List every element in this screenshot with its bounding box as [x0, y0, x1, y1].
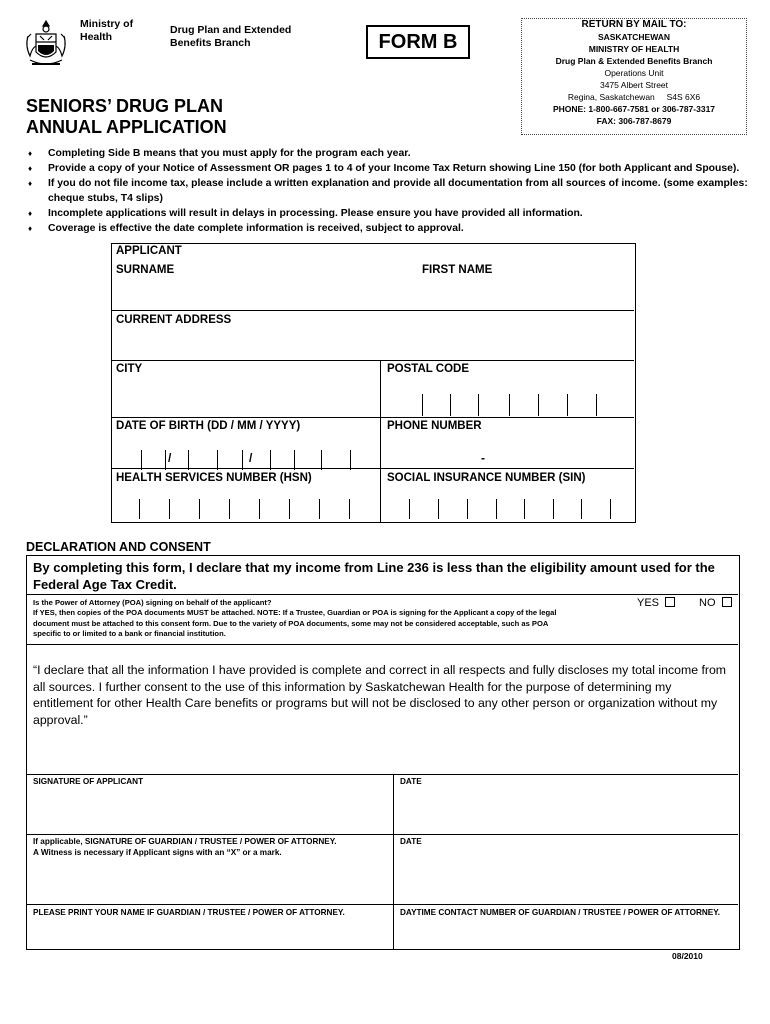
date-field[interactable]: [397, 790, 733, 832]
dob-label: DATE OF BIRTH (DD / MM / YYYY): [116, 420, 301, 432]
return-address-box: [521, 18, 747, 135]
list-item: ♦ Coverage is effective the date complete information is received, subject to approval.: [26, 221, 756, 236]
return-heading: RETURN BY MAIL TO:: [581, 19, 687, 30]
return-phone: PHONE: 1-800-667-7581 or 306-787-3317: [552, 104, 716, 114]
poa-yes-option[interactable]: YES: [637, 597, 675, 609]
date-label: DATE: [400, 777, 422, 786]
applicant-signature-field[interactable]: [29, 790, 389, 832]
sin-label: SOCIAL INSURANCE NUMBER (SIN): [387, 472, 586, 484]
first-name-field[interactable]: [420, 280, 632, 298]
print-name-field[interactable]: [29, 920, 389, 946]
form-revision-date: 08/2010: [672, 951, 703, 961]
list-item: ♦ If you do not file income tax, please include a written explanation and provide all documentation from all sources of income. (some examples: cheque stubs, T4 slips): [26, 176, 756, 206]
poa-no-option[interactable]: NO: [699, 597, 732, 609]
declaration-statement: “I declare that all the information I have provided is complete and correct in all respects and fully discloses my total income from all sources. I further consent to the use of this information by Saskatchewan Health for the purpose of determining my entitlement for other Health Care benefits or programs but will not be disclosed to any other person or organization without my approval.”: [33, 663, 727, 727]
phone-separator: -: [481, 451, 485, 465]
date-separator: /: [249, 451, 253, 465]
guardian-signature-field[interactable]: [29, 861, 389, 901]
return-line: 3475 Albert Street: [599, 80, 669, 90]
date-separator: /: [168, 451, 172, 465]
page-title: SENIORS’ DRUG PLAN ANNUAL APPLICATION: [26, 96, 227, 137]
ministry-name: Ministry of Health: [80, 18, 134, 43]
list-item: ♦ Incomplete applications will result in delays in processing. Please ensure you have provided all information.: [26, 206, 756, 221]
applicant-signature-label: SIGNATURE OF APPLICANT: [33, 777, 144, 786]
hsn-field[interactable]: [116, 499, 356, 519]
city-field[interactable]: [114, 379, 374, 415]
return-line: Drug Plan & Extended Benefits Branch: [555, 56, 713, 66]
dob-field[interactable]: [116, 450, 361, 470]
print-name-label: PLEASE PRINT YOUR NAME IF GUARDIAN / TRUSTEE / POWER OF ATTORNEY.: [33, 908, 345, 917]
consent-statement: By completing this form, I declare that my income from Line 236 is less than the eligibility amount used for the Federal Age Tax Credit.: [33, 560, 715, 592]
guardian-signature-label: If applicable, SIGNATURE OF GUARDIAN / TRUSTEE / POWER OF ATTORNEY. A Witness is necessary if Applicant signs with an “X” or a mark.: [33, 837, 337, 857]
applicant-section: [111, 243, 636, 523]
branch-name: Drug Plan and Extended Benefits Branch: [170, 24, 292, 49]
city-label: CITY: [116, 363, 143, 375]
return-city-line: Regina, Saskatchewan S4S 6X6: [567, 92, 701, 102]
contact-number-label: DAYTIME CONTACT NUMBER OF GUARDIAN / TRUSTEE / POWER OF ATTORNEY.: [400, 908, 721, 917]
return-line: Operations Unit: [604, 68, 664, 78]
surname-field[interactable]: [114, 280, 414, 298]
hsn-label: HEALTH SERVICES NUMBER (HSN): [116, 472, 312, 484]
instruction-list: [26, 146, 756, 236]
return-line: SASKATCHEWAN: [597, 32, 671, 42]
address-field[interactable]: [114, 330, 632, 354]
return-fax: FAX: 306-787-8679: [596, 116, 672, 126]
surname-label: SURNAME: [116, 264, 175, 276]
first-name-label: FIRST NAME: [422, 264, 493, 276]
postal-code-field[interactable]: [412, 394, 602, 416]
yes-checkbox[interactable]: [665, 597, 675, 607]
poa-question: Is the Power of Attorney (POA) signing on behalf of the applicant? If YES, then copies of the POA documents MUST be attached. NOTE: If a Trustee, Guardian or POA is signing for the Applicant a copy of the legal document must be attached to this consent form. Due to the variety of POA documents, some may not be considered acceptable, such as POA specific to or limited to a bank or financial institution.: [33, 598, 557, 639]
contact-number-field[interactable]: [397, 920, 733, 946]
postal-code-label: POSTAL CODE: [387, 363, 469, 375]
return-line: MINISTRY OF HEALTH: [588, 44, 680, 54]
declaration-heading: DECLARATION AND CONSENT: [26, 540, 211, 554]
no-checkbox[interactable]: [722, 597, 732, 607]
list-item: ♦ Completing Side B means that you must apply for the program each year.: [26, 146, 756, 161]
applicant-heading: APPLICANT: [116, 245, 182, 257]
list-item: ♦ Provide a copy of your Notice of Assessment OR pages 1 to 4 of your Income Tax Return showing Line 150 (for both Applicant and Spouse).: [26, 161, 756, 176]
address-label: CURRENT ADDRESS: [116, 314, 232, 326]
date-label: DATE: [400, 837, 422, 846]
declaration-section: [26, 555, 740, 950]
coat-of-arms-icon: [22, 18, 70, 72]
guardian-date-field[interactable]: [397, 851, 733, 901]
phone-field[interactable]: [392, 450, 622, 470]
form-label: FORM B: [366, 25, 470, 59]
phone-label: PHONE NUMBER: [387, 420, 482, 432]
